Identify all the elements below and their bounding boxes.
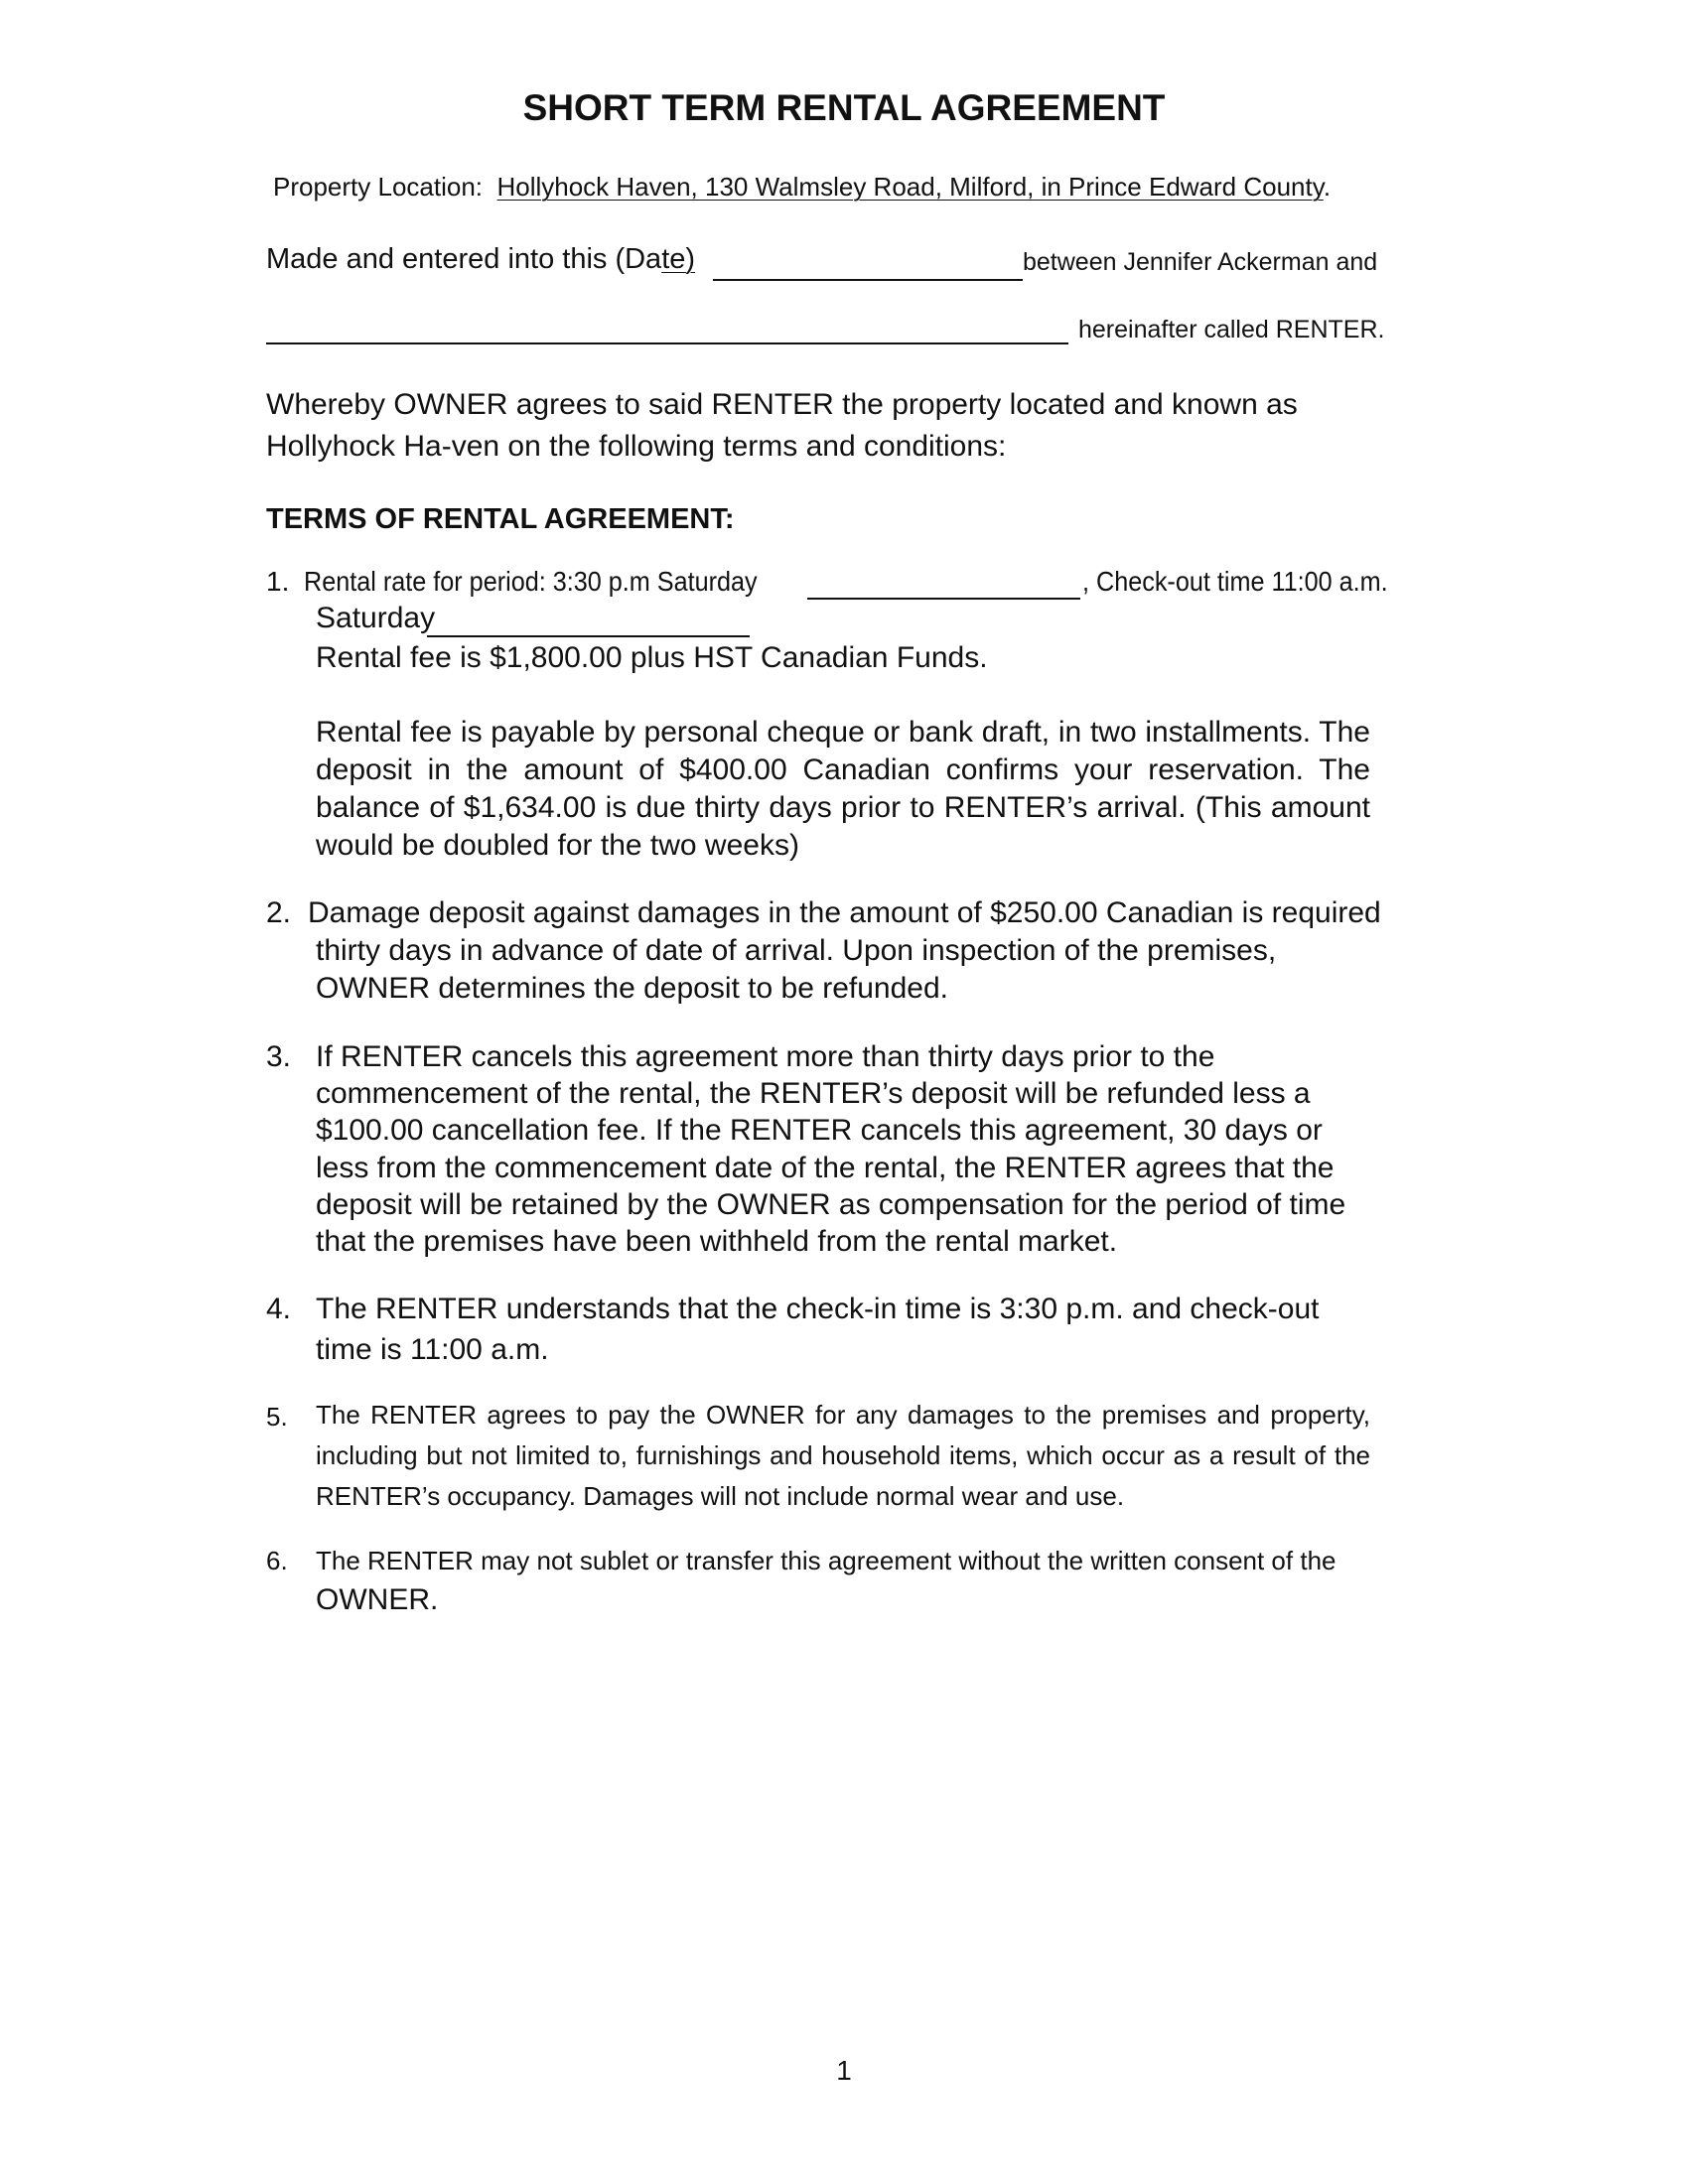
property-location-end: . [1323, 172, 1332, 202]
property-location-value: Hollyhock Haven, 130 Walmsley Road, Milford, in Prince Edward County [496, 172, 1324, 202]
item-3-line-5: deposit will be retained by the OWNER as compensation for the period of time [316, 1188, 1346, 1221]
item-1-rental-fee: Rental fee is $1,800.00 plus HST Canadian Funds. [316, 641, 988, 674]
terms-heading: TERMS OF RENTAL AGREEMENT: [266, 503, 735, 535]
item-6-number: 6. [266, 1546, 288, 1575]
item-3-line-6: that the premises have been withheld from the rental market. [316, 1225, 1118, 1258]
date-blank-line[interactable] [713, 279, 1023, 281]
item-2-line-2: thirty days in advance of date of arrival. Upon inspection of the premises, [316, 934, 1277, 967]
made-entered-prefix: Made and entered into this (Date) [266, 243, 696, 275]
item-3-line-4: less from the commencement date of the rental, the RENTER agrees that the [316, 1152, 1335, 1184]
item-1-rental-rate: Rental rate for period: 3:30 p.m Saturday [304, 566, 758, 597]
item-4-line-2: time is 11:00 a.m. [316, 1333, 549, 1366]
item-1-checkin-date-line[interactable] [807, 598, 1080, 600]
item-2-number: 2. [266, 896, 292, 929]
item-5-text: The RENTER agrees to pay the OWNER for any damages to the premises and property, including but not limited to, furnishings and household items, which occur as a result of the RENTER’s occupancy. Damages will not include normal wear and use. [316, 1400, 1370, 1511]
item-3-line-2: commencement of the rental, the RENTER’s deposit will be refunded less a [316, 1077, 1311, 1110]
renter-name-line[interactable] [266, 342, 1068, 344]
item-1-checkout-time: , Check-out time 11:00 a.m. [1082, 566, 1388, 597]
item-1-saturday: Saturday [316, 602, 436, 634]
date-underlined: te) [661, 243, 696, 275]
item-2-line-1: Damage deposit against damages in the amount of $250.00 Canadian is required [308, 896, 1381, 929]
hereinafter-renter: hereinafter called RENTER. [1078, 316, 1385, 343]
item-1-number: 1. [266, 566, 290, 597]
item-2-line-3: OWNER determines the deposit to be refunded. [316, 972, 949, 1005]
item-1-checkout-date-line[interactable] [427, 635, 750, 637]
whereby-line-1: Whereby OWNER agrees to said RENTER the property located and known as [266, 388, 1298, 421]
item-1-payment-terms: Rental fee is payable by personal cheque or bank draft, in two installments. The deposit in the amount of $400.00 Canadian confirms your reservation. The balance of $1,634.00 is due thirty days prior to RENTER’s arrival. (This amount would be doubled for the two weeks) [316, 716, 1370, 862]
property-location-label: Property Location: [273, 172, 484, 202]
item-6-line-2: OWNER. [316, 1583, 439, 1616]
whereby-line-2: Hollyhock Ha-ven on the following terms and conditions: [266, 430, 1007, 463]
property-location [273, 172, 1331, 203]
item-3-line-1: If RENTER cancels this agreement more than thirty days prior to the [316, 1040, 1215, 1073]
item-6-line-1: The RENTER may not sublet or transfer this agreement without the written consent of the [316, 1546, 1336, 1575]
item-4-number: 4. [266, 1293, 292, 1325]
between-owner: between Jennifer Ackerman and [1023, 248, 1378, 276]
page-number: 1 [836, 2055, 852, 2086]
item-5-number: 5. [266, 1402, 288, 1432]
item-4-line-1: The RENTER understands that the check-in time is 3:30 p.m. and check-out [316, 1293, 1320, 1325]
document-title: SHORT TERM RENTAL AGREEMENT [522, 87, 1166, 128]
item-3-number: 3. [266, 1040, 292, 1073]
item-3-line-3: $100.00 cancellation fee. If the RENTER cancels this agreement, 30 days or [316, 1114, 1323, 1147]
